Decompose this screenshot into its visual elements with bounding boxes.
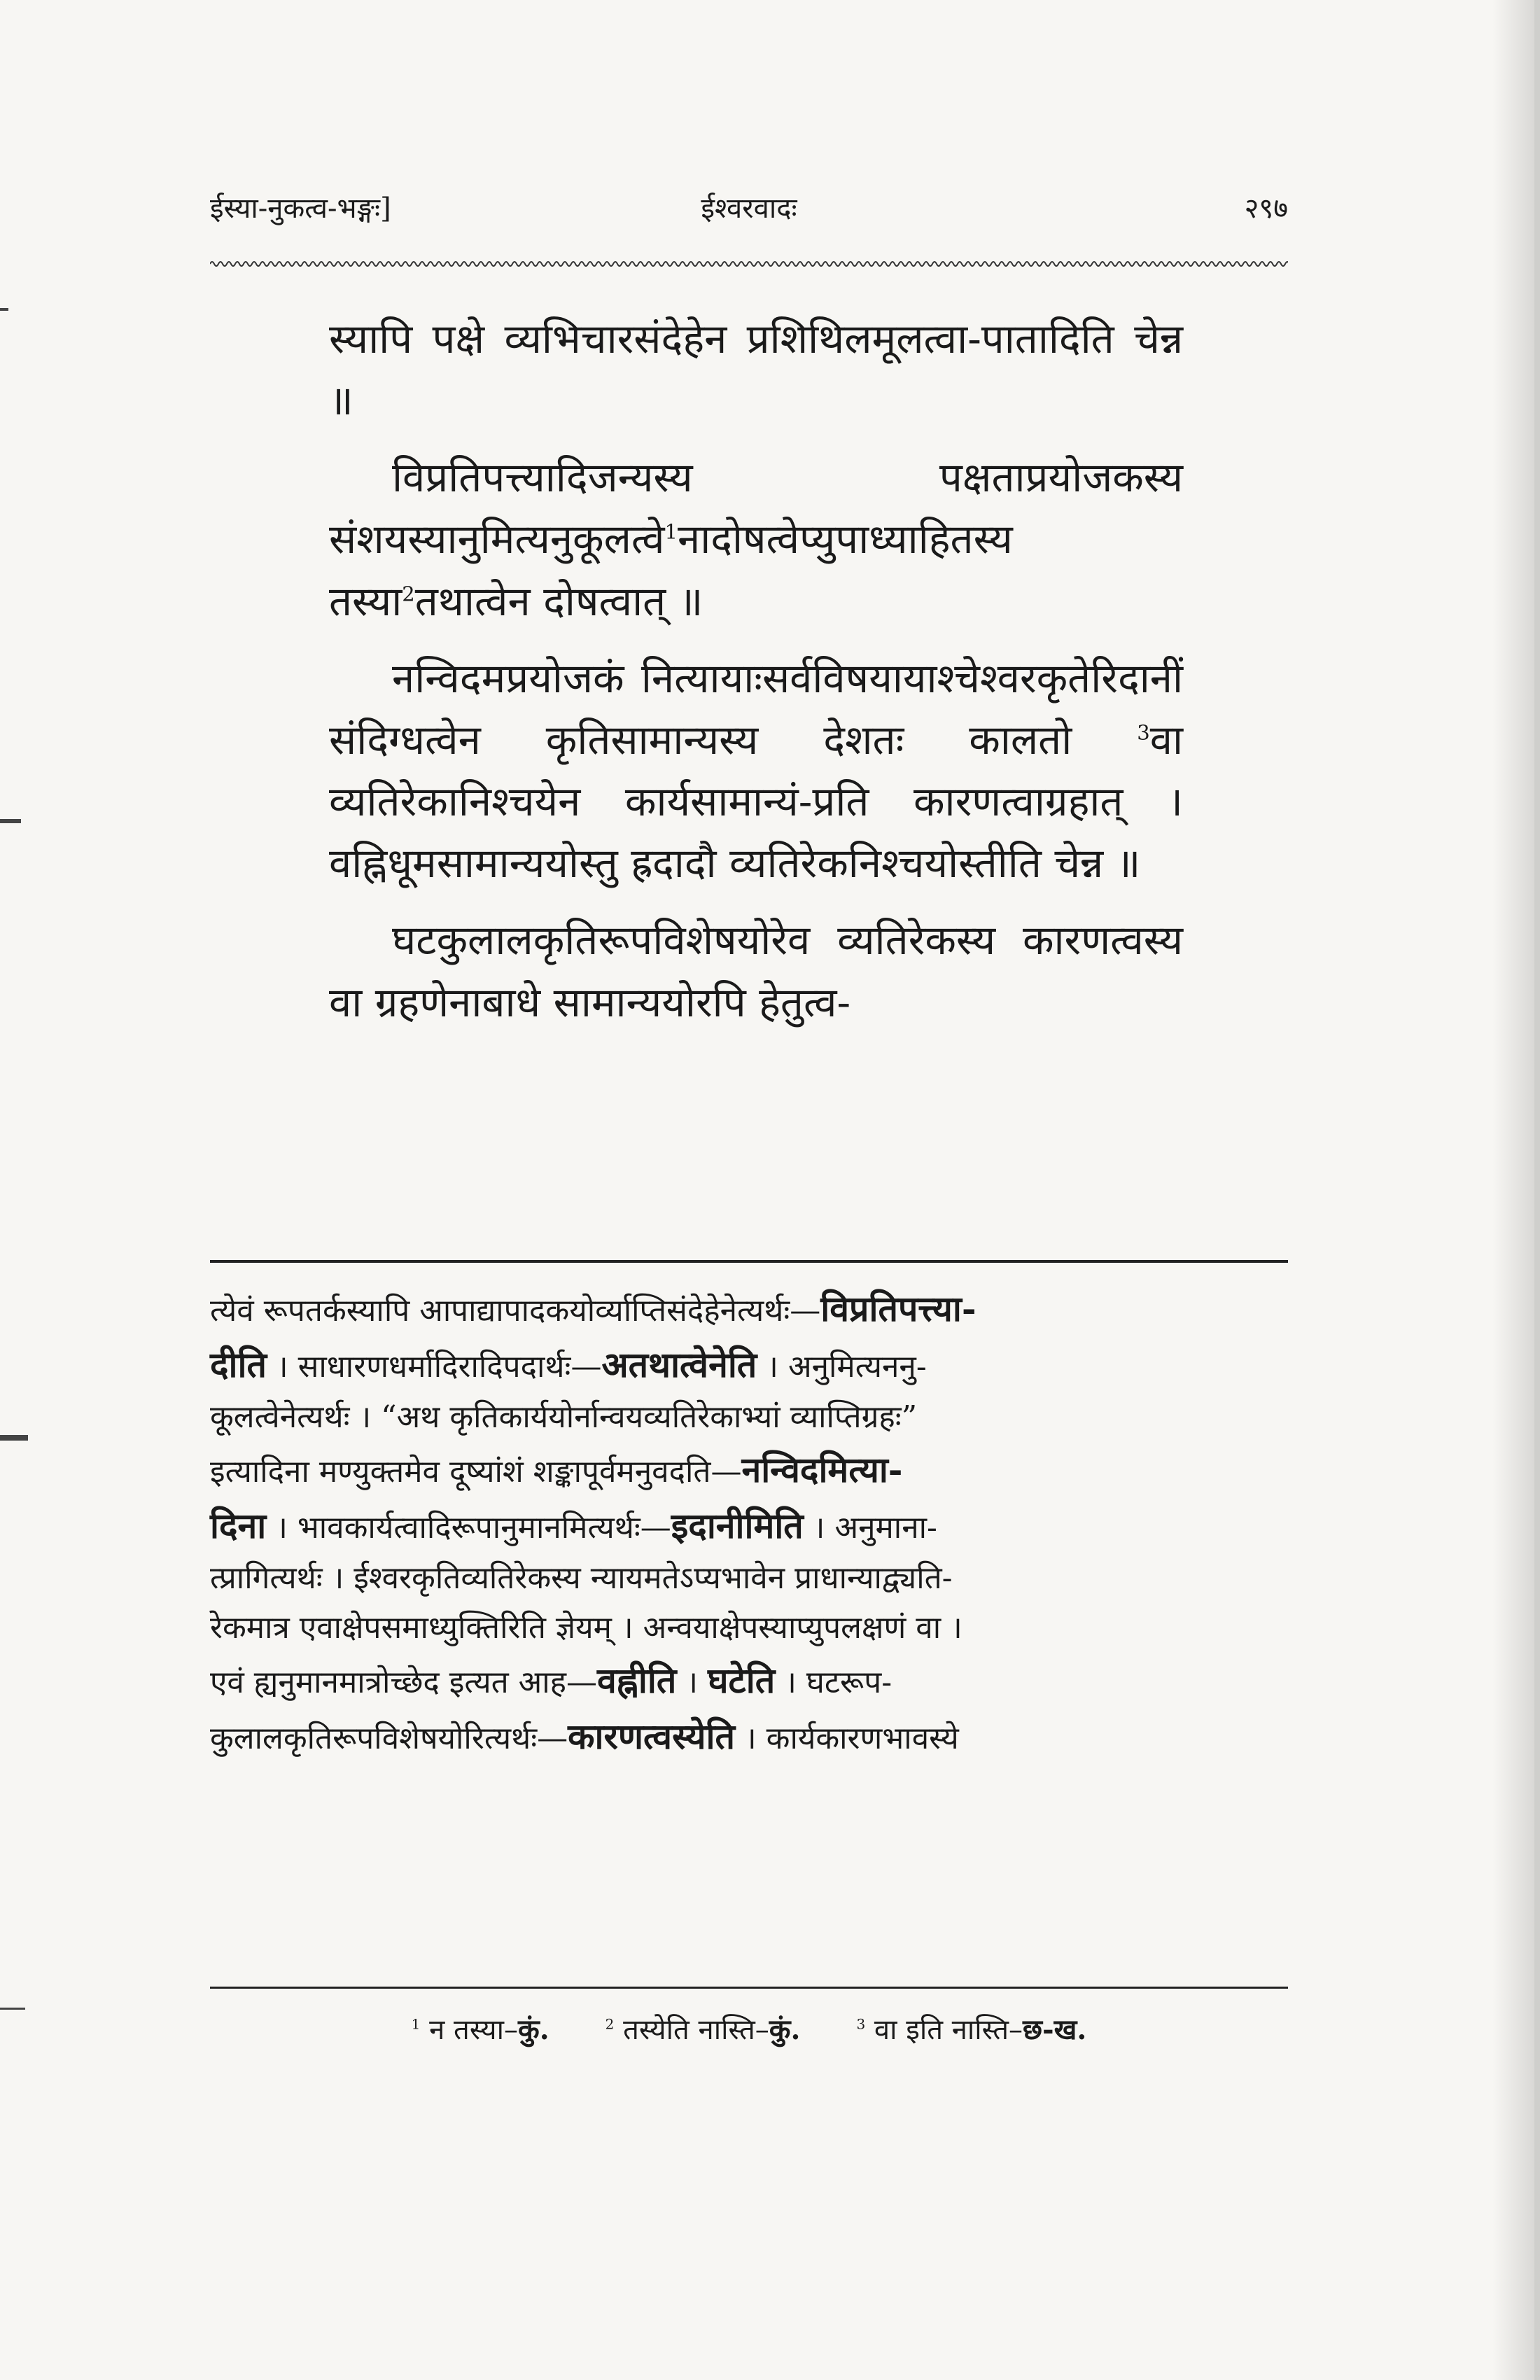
commentary-pratika: दिना: [210, 1505, 267, 1547]
commentary-pratika: कारणत्वस्येति: [568, 1716, 736, 1758]
commentary-text: । कार्यकारणभावस्ये: [735, 1721, 959, 1757]
main-text-span: तथात्वेन दोषत्वात् ॥: [414, 577, 704, 625]
footnote-number: 2: [605, 2015, 615, 2033]
main-text-span: स्यापि पक्षे व्यभिचारसंदेहेन प्रशिथिलमूलत्वा-पातादिति चेन्न ॥: [329, 315, 1183, 425]
main-text-span: वा व्यतिरेकानिश्चयेन कार्यसामान्यं-प्रति कारणत्वाग्रहात् । वह्निधूमसामान्ययोस्तु ह्रदादौ व्यतिरेकनिश्चयोस्तीति चेन्न ॥: [329, 715, 1184, 888]
header-chapter-title: ईश्वरवादः: [701, 192, 797, 225]
commentary-text: इत्यादिना मण्युक्तमेव दूष्यांशं शङ्कापूर्वमनुवदति—: [210, 1454, 742, 1490]
edge-mark: [0, 819, 21, 823]
page-number: २९७: [1244, 192, 1288, 225]
commentary-text: त्प्रागित्यर्थः । ईश्वरकृतिव्यतिरेकस्य न्यायमतेऽप्यभावेन प्राधान्याद्व्यति-: [210, 1560, 953, 1597]
commentary-line: [210, 1393, 1288, 1442]
commentary-line: [210, 1709, 1288, 1765]
commentary-text: ।: [676, 1665, 708, 1701]
page-edge-shadow: [1492, 0, 1534, 2380]
commentary-text: । साधारणधर्मादिरादिपदार्थः—: [266, 1349, 602, 1385]
edge-mark: [0, 2008, 25, 2010]
footnote-number: 3: [856, 2015, 866, 2033]
commentary-line: [210, 1442, 1288, 1498]
commentary-line: [210, 1604, 1288, 1653]
commentary-text: । अनुमाना-: [803, 1510, 937, 1546]
commentary-line: [210, 1653, 1288, 1709]
commentary-text: कूलत्वेनेत्यर्थः । “अथ कृतिकार्ययोर्नान्वयव्यतिरेकाभ्यां व्याप्तिग्रहः”: [210, 1399, 918, 1435]
main-text-span: विप्रतिपत्त्यादिजन्यस्य पक्षताप्रयोजकस्य संशयस्यानुमित्यनुकूलत्वे: [329, 454, 1183, 564]
main-text: [329, 308, 1183, 1049]
footnote-text: तस्येति नास्ति–: [614, 2014, 769, 2046]
commentary-text: एवं ह्यनुमानमात्रोच्छेद इत्यत आह—: [210, 1665, 598, 1701]
footnotes: [210, 2009, 1288, 2047]
commentary-divider: [210, 1260, 1288, 1263]
commentary-text: । अनुमित्यननु-: [757, 1349, 927, 1385]
footnote: [606, 2014, 801, 2046]
commentary-text: । घटरूप-: [775, 1665, 892, 1701]
running-header: [210, 188, 1288, 237]
header-section-title: ईस्या-नुकत्व-भङ्गः]: [210, 192, 391, 225]
commentary-pratika: नन्विदमित्या-: [741, 1449, 903, 1491]
commentary-pratika: घटेति: [708, 1660, 776, 1702]
main-paragraph: [329, 308, 1183, 431]
footnote: [856, 2014, 1086, 2046]
header-wavy-rule: [210, 258, 1288, 270]
footnote-text: वा इति नास्ति–: [865, 2014, 1023, 2046]
footnote-marker: 3: [1137, 720, 1150, 745]
edge-mark: [0, 1435, 28, 1441]
commentary-pratika: अतथात्वेनेति: [601, 1344, 757, 1385]
footnote: [412, 2014, 550, 2046]
commentary-pratika: वह्नीति: [597, 1660, 677, 1702]
footnote-number: 1: [411, 2015, 421, 2033]
footnote-siglum: छ-ख.: [1023, 2013, 1087, 2046]
commentary: [210, 1281, 1288, 1765]
commentary-pratika: विप्रतिपत्त्या-: [820, 1288, 976, 1329]
footnote-siglum: कुं.: [769, 2013, 801, 2046]
main-text-span: नादोषत्वेप्युपाध्याहितस्य तस्या: [329, 515, 1013, 625]
footnote-text: न तस्या–: [420, 2014, 518, 2046]
footnote-siglum: कुं.: [517, 2013, 550, 2046]
commentary-pratika: इदानीमिति: [671, 1505, 804, 1547]
footnote-marker: 2: [402, 582, 415, 606]
footnote-marker: 1: [664, 520, 678, 545]
footnote-divider: [210, 1987, 1288, 1989]
main-paragraph: [329, 648, 1183, 895]
commentary-line: [210, 1337, 1288, 1393]
edge-mark: [0, 308, 8, 311]
main-text-span: नन्विदमप्रयोजकं नित्यायाःसर्वविषयायाश्चेश्वरकृतेरिदानीं संदिग्धत्वेन कृतिसामान्यस्य देशतः कालतो: [329, 654, 1183, 764]
commentary-line: [210, 1498, 1288, 1554]
commentary-line: [210, 1281, 1288, 1337]
commentary-pratika: दीति: [210, 1344, 267, 1385]
commentary-text: रेकमात्र एवाक्षेपसमाध्युक्तिरिति ज्ञेयम् । अन्वयाक्षेपस्याप्युपलक्षणं वा ।: [210, 1609, 962, 1646]
commentary-text: । भावकार्यत्वादिरूपानुमानमित्यर्थः—: [266, 1510, 671, 1546]
main-paragraph: [329, 447, 1183, 631]
commentary-text: कुलालकृतिरूपविशेषयोरित्यर्थः—: [210, 1721, 568, 1757]
commentary-text: त्येवं रूपतर्कस्यापि आपाद्यापादकयोर्व्याप्तिसंदेहेनेत्यर्थः—: [210, 1293, 821, 1329]
commentary-line: [210, 1554, 1288, 1603]
main-paragraph: [329, 909, 1183, 1032]
main-text-span: घटकुलालकृतिरूपविशेषयोरेव व्यतिरेकस्य कारणत्वस्य वा ग्रहणेनाबाधे सामान्ययोरपि हेतुत्व-: [329, 916, 1183, 1026]
